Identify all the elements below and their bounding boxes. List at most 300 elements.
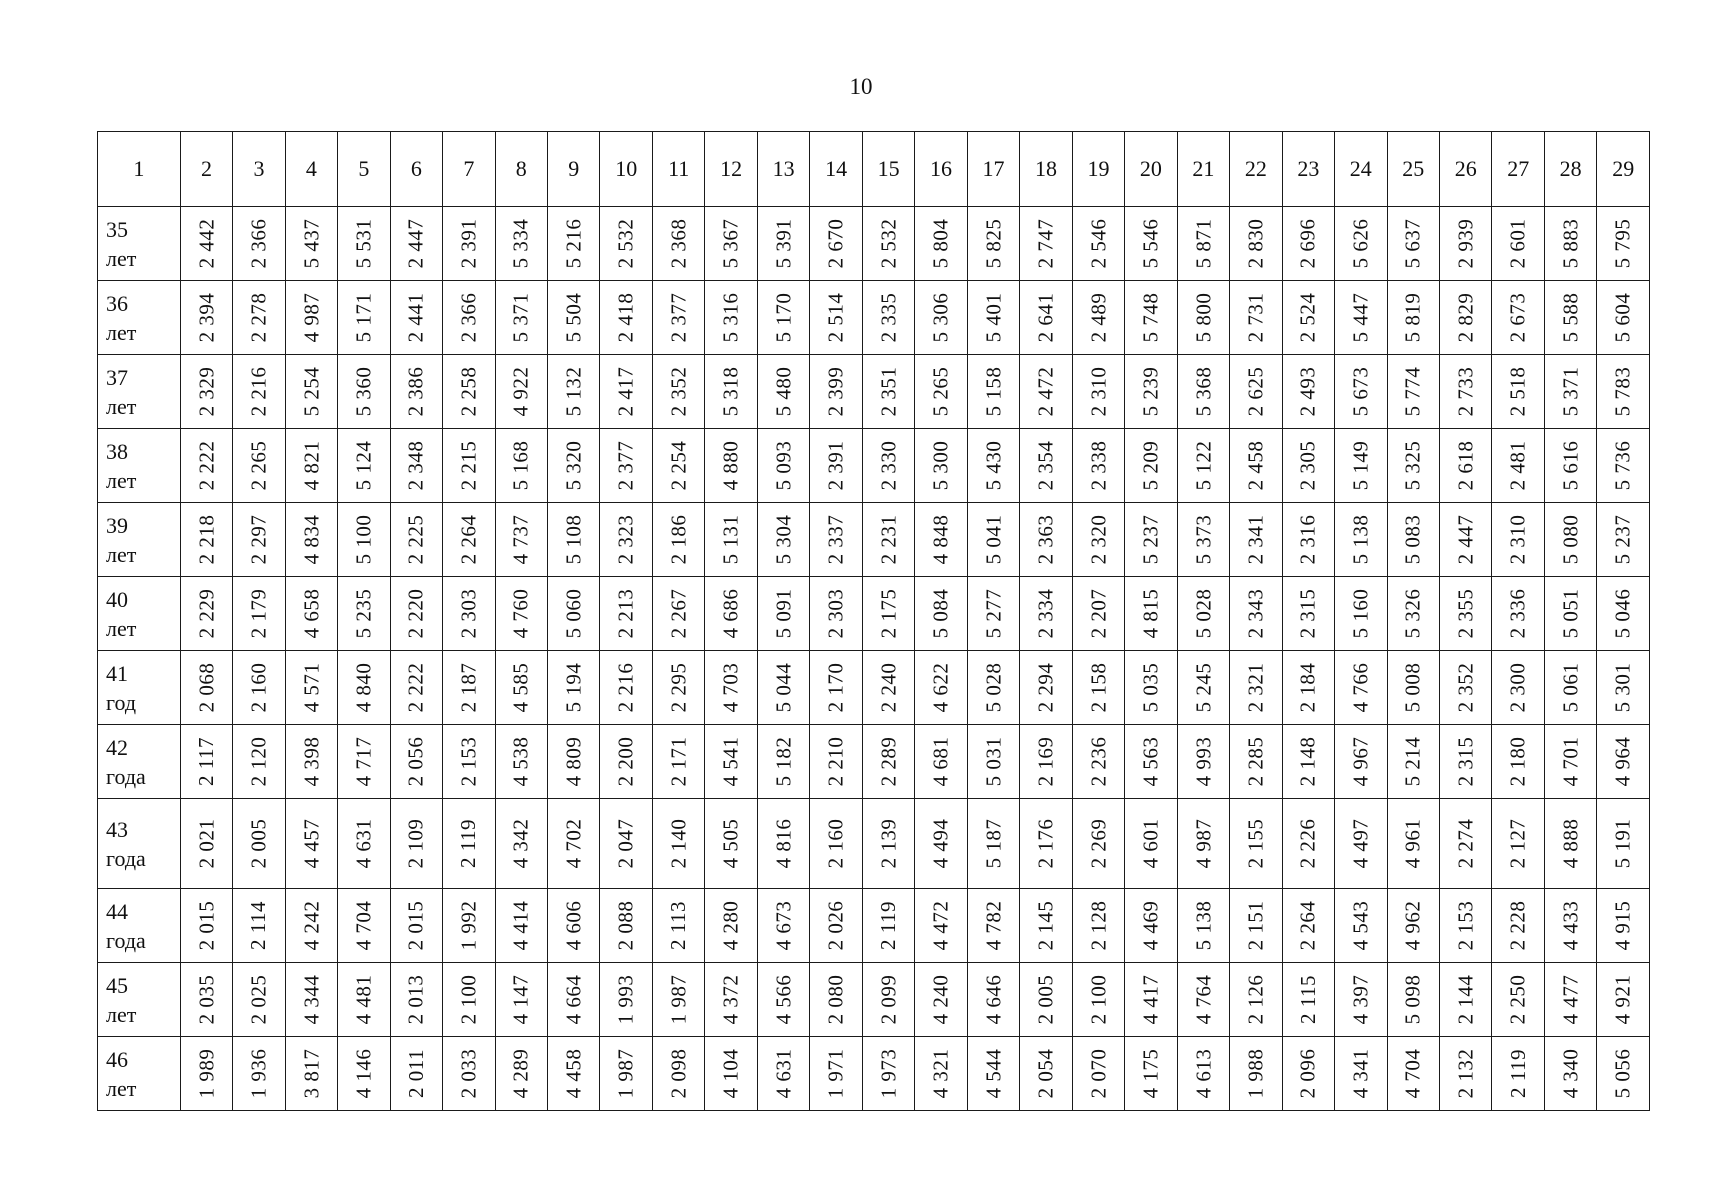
cell-value: 5 158 (981, 366, 1005, 417)
cell-value: 5 237 (1138, 514, 1163, 565)
table-cell (180, 963, 232, 1037)
cell-value: 5 401 (981, 292, 1005, 343)
cell-value: 2 524 (1295, 292, 1320, 343)
table-cell (548, 355, 600, 429)
cell-value: 2 151 (1243, 900, 1268, 951)
cell-value: 2 160 (823, 818, 848, 869)
table-cell (1072, 281, 1124, 355)
table-cell (1282, 207, 1334, 281)
table-cell (1439, 429, 1491, 503)
row-age: 44 (106, 898, 128, 924)
cell-value: 4 664 (561, 974, 586, 1025)
table-cell (495, 1037, 547, 1111)
column-header: 17 (967, 132, 1019, 207)
table-cell (443, 503, 495, 577)
table-cell (1544, 799, 1596, 889)
cell-value: 2 289 (876, 736, 901, 787)
column-header: 13 (757, 132, 809, 207)
table-cell (1282, 355, 1334, 429)
table-cell (600, 725, 652, 799)
cell-value: 2 025 (246, 974, 271, 1025)
table-row (98, 281, 1650, 355)
row-label (98, 1037, 181, 1111)
table-cell (1020, 1037, 1072, 1111)
table-cell (548, 207, 600, 281)
cell-value: 5 304 (771, 514, 796, 565)
cell-value: 5 391 (771, 218, 796, 269)
cell-value: 2 265 (246, 440, 271, 491)
table-cell (1597, 503, 1650, 577)
table-cell (495, 207, 547, 281)
cell-value: 4 631 (771, 1048, 796, 1099)
row-label (98, 281, 181, 355)
cell-value: 2 228 (1505, 900, 1530, 951)
table-cell (757, 281, 809, 355)
cell-value: 2 213 (613, 588, 638, 639)
cell-value: 2 278 (246, 292, 271, 343)
cell-value: 5 748 (1138, 292, 1163, 343)
table-cell (180, 207, 232, 281)
table-cell (1125, 207, 1177, 281)
table-cell (757, 207, 809, 281)
cell-value: 2 225 (403, 514, 428, 565)
table-cell (180, 281, 232, 355)
cell-value: 2 493 (1295, 366, 1320, 417)
cell-value: 5 080 (1558, 514, 1583, 565)
cell-value: 2 005 (246, 818, 271, 869)
cell-value: 2 148 (1295, 736, 1320, 787)
cell-value: 5 214 (1400, 736, 1425, 787)
cell-value: 5 182 (771, 736, 796, 787)
cell-value: 4 702 (561, 818, 586, 869)
row-age: 45 (106, 972, 128, 998)
cell-value: 1 936 (246, 1048, 271, 1099)
cell-value: 2 377 (666, 292, 691, 343)
table-cell (915, 207, 967, 281)
table-cell (1335, 355, 1387, 429)
table-cell (443, 207, 495, 281)
table-cell (1335, 1037, 1387, 1111)
table-cell (1597, 725, 1650, 799)
cell-value: 5 604 (1610, 292, 1635, 343)
cell-value: 5 546 (1138, 218, 1163, 269)
cell-value: 4 398 (298, 736, 323, 787)
cell-value: 2 119 (876, 901, 901, 950)
cell-value: 5 825 (981, 218, 1005, 269)
table-cell (1597, 799, 1650, 889)
cell-value: 4 964 (1610, 736, 1635, 787)
cell-value: 4 606 (561, 900, 586, 951)
table-cell (810, 963, 862, 1037)
cell-value: 5 132 (561, 366, 586, 417)
table-cell (390, 799, 442, 889)
table-cell (233, 207, 285, 281)
cell-value: 5 160 (1348, 588, 1373, 639)
cell-value: 5 588 (1558, 292, 1583, 343)
cell-value: 2 303 (456, 588, 481, 639)
table-cell (757, 889, 809, 963)
row-label (98, 725, 181, 799)
cell-value: 4 921 (1610, 974, 1635, 1025)
cell-value: 5 447 (1348, 292, 1373, 343)
table-cell (1387, 799, 1439, 889)
table-cell (1125, 963, 1177, 1037)
table-cell (1597, 207, 1650, 281)
cell-value: 2 386 (403, 366, 428, 417)
cell-value: 4 888 (1558, 818, 1583, 869)
table-cell (338, 281, 390, 355)
table-cell (1439, 725, 1491, 799)
cell-value: 2 011 (403, 1049, 428, 1098)
cell-value: 2 351 (876, 366, 901, 417)
table-cell (1125, 503, 1177, 577)
table-cell (757, 577, 809, 651)
table-cell (390, 1037, 442, 1111)
table-cell (915, 429, 967, 503)
table-cell (495, 429, 547, 503)
cell-value: 4 704 (1400, 1048, 1425, 1099)
cell-value: 2 731 (1243, 292, 1268, 343)
table-cell (1020, 889, 1072, 963)
table-cell (1072, 889, 1124, 963)
cell-value: 4 922 (508, 366, 533, 417)
cell-value: 2 355 (1453, 588, 1478, 639)
cell-value: 5 171 (351, 292, 376, 343)
cell-value: 5 191 (1610, 818, 1635, 869)
cell-value: 5 093 (771, 440, 796, 491)
cell-value: 2 258 (456, 366, 481, 417)
cell-value: 5 108 (561, 514, 586, 565)
table-cell (600, 355, 652, 429)
cell-value: 2 264 (1295, 900, 1320, 951)
cell-value: 1 989 (193, 1048, 218, 1099)
row-unit: год (106, 689, 137, 715)
cell-value: 1 971 (823, 1048, 848, 1099)
table-cell (1177, 799, 1229, 889)
table-cell (810, 281, 862, 355)
table-cell (1492, 207, 1544, 281)
table-cell (1544, 207, 1596, 281)
table-cell (233, 355, 285, 429)
cell-value: 4 104 (718, 1048, 743, 1099)
table-cell (1072, 355, 1124, 429)
row-unit: лет (106, 1075, 137, 1101)
cell-value: 4 821 (298, 440, 323, 491)
column-header: 8 (495, 132, 547, 207)
table-cell (600, 429, 652, 503)
cell-value: 5 736 (1610, 440, 1635, 491)
table-cell (1125, 1037, 1177, 1111)
table-cell (495, 355, 547, 429)
table-cell (1387, 503, 1439, 577)
table-cell (1177, 651, 1229, 725)
cell-value: 5 430 (981, 440, 1005, 491)
table-cell (338, 1037, 390, 1111)
row-age: 35 (106, 216, 128, 242)
cell-value: 2 264 (456, 514, 481, 565)
row-age: 41 (106, 660, 128, 686)
table-cell (1492, 725, 1544, 799)
table-cell (1177, 503, 1229, 577)
cell-value: 2 352 (1453, 662, 1478, 713)
table-cell (1282, 281, 1334, 355)
cell-value: 2 315 (1295, 588, 1320, 639)
cell-value: 4 342 (508, 818, 533, 869)
table-cell (810, 429, 862, 503)
table-cell (1282, 889, 1334, 963)
row-unit: года (106, 845, 146, 871)
table-cell (390, 355, 442, 429)
cell-value: 2 098 (666, 1048, 691, 1099)
table-cell (862, 963, 914, 1037)
table-cell (233, 577, 285, 651)
row-label (98, 577, 181, 651)
table-cell (390, 503, 442, 577)
cell-value: 2 323 (613, 514, 638, 565)
column-header: 24 (1335, 132, 1387, 207)
cell-value: 2 144 (1453, 974, 1478, 1025)
cell-value: 2 140 (666, 818, 691, 869)
cell-value: 5 235 (351, 588, 376, 639)
cell-value: 2 100 (1085, 974, 1110, 1025)
table-cell (548, 963, 600, 1037)
row-unit: лет (106, 1001, 137, 1027)
table-cell (285, 281, 337, 355)
table-cell (233, 725, 285, 799)
cell-value: 4 764 (1190, 974, 1215, 1025)
row-label (98, 355, 181, 429)
row-unit: лет (106, 467, 137, 493)
table-cell (1230, 355, 1282, 429)
cell-value: 2 153 (1453, 900, 1478, 951)
table-cell (967, 651, 1019, 725)
table-cell (1125, 577, 1177, 651)
table-cell (810, 799, 862, 889)
table-cell (390, 577, 442, 651)
table-cell (652, 963, 704, 1037)
cell-value: 2 119 (1505, 1049, 1530, 1098)
cell-value: 4 673 (771, 900, 796, 951)
table-cell (967, 1037, 1019, 1111)
table-cell (390, 207, 442, 281)
cell-value: 4 541 (718, 736, 743, 787)
table-cell (652, 281, 704, 355)
cell-value: 4 834 (298, 514, 323, 565)
table-cell (1387, 963, 1439, 1037)
table-cell (548, 651, 600, 725)
column-header: 7 (443, 132, 495, 207)
table-cell (915, 725, 967, 799)
cell-value: 2 641 (1033, 292, 1058, 343)
table-cell (652, 799, 704, 889)
table-cell (338, 355, 390, 429)
table-cell (810, 207, 862, 281)
table-cell (810, 725, 862, 799)
table-cell (1544, 651, 1596, 725)
row-label (98, 207, 181, 281)
row-age: 40 (106, 586, 128, 612)
table-cell (1387, 725, 1439, 799)
row-label (98, 503, 181, 577)
cell-value: 4 458 (561, 1048, 586, 1099)
cell-value: 2 200 (613, 736, 638, 787)
cell-value: 5 061 (1558, 662, 1583, 713)
table-cell (1544, 577, 1596, 651)
cell-value: 2 080 (823, 974, 848, 1025)
cell-value: 2 026 (823, 900, 848, 951)
table-cell (1439, 889, 1491, 963)
table-cell (285, 651, 337, 725)
table-cell (1597, 577, 1650, 651)
table-cell (338, 651, 390, 725)
cell-value: 2 216 (613, 662, 638, 713)
table-cell (862, 355, 914, 429)
cell-value: 2 472 (1033, 366, 1058, 417)
table-cell (1597, 651, 1650, 725)
table-cell (1282, 963, 1334, 1037)
table-cell (652, 503, 704, 577)
table-row (98, 889, 1650, 963)
cell-value: 2 099 (876, 974, 901, 1025)
table-cell (1335, 503, 1387, 577)
column-header: 6 (390, 132, 442, 207)
table-cell (705, 1037, 757, 1111)
table-cell (915, 889, 967, 963)
table-cell (338, 799, 390, 889)
cell-value: 2 447 (403, 218, 428, 269)
cell-value: 4 457 (298, 818, 323, 869)
cell-value: 2 229 (193, 588, 218, 639)
cell-value: 4 494 (928, 818, 953, 869)
cell-value: 4 658 (298, 588, 323, 639)
row-label (98, 651, 181, 725)
cell-value: 2 180 (1505, 736, 1530, 787)
table-cell (1072, 799, 1124, 889)
cell-value: 5 060 (561, 588, 586, 639)
cell-value: 2 170 (823, 662, 848, 713)
table-cell (1544, 429, 1596, 503)
cell-value: 2 368 (666, 218, 691, 269)
column-header: 15 (862, 132, 914, 207)
column-header: 3 (233, 132, 285, 207)
table-body (98, 207, 1650, 1111)
table-cell (600, 889, 652, 963)
table-cell (1230, 503, 1282, 577)
cell-value: 5 334 (508, 218, 533, 269)
cell-value: 4 622 (928, 662, 953, 713)
table-cell (1544, 355, 1596, 429)
table-cell (338, 503, 390, 577)
table-cell (1020, 281, 1072, 355)
table-cell (443, 577, 495, 651)
table-cell (233, 651, 285, 725)
cell-value: 2 222 (403, 662, 428, 713)
table-cell (233, 429, 285, 503)
table-cell (1230, 207, 1282, 281)
table-cell (757, 1037, 809, 1111)
cell-value: 4 544 (981, 1048, 1005, 1099)
cell-value: 2 625 (1243, 366, 1268, 417)
table-cell (1387, 1037, 1439, 1111)
row-unit: года (106, 763, 146, 789)
row-unit: лет (106, 319, 137, 345)
cell-value: 2 518 (1505, 366, 1530, 417)
table-cell (1177, 1037, 1229, 1111)
table-cell (338, 963, 390, 1037)
cell-value: 2 240 (876, 662, 901, 713)
column-header: 12 (705, 132, 757, 207)
cell-value: 5 046 (1610, 588, 1635, 639)
cell-value: 2 015 (403, 900, 428, 951)
table-cell (495, 725, 547, 799)
cell-value: 5 138 (1348, 514, 1373, 565)
table-cell (390, 889, 442, 963)
cell-value: 2 830 (1243, 218, 1268, 269)
cell-value: 2 300 (1505, 662, 1530, 713)
table-cell (862, 799, 914, 889)
table-cell (810, 651, 862, 725)
cell-value: 4 505 (718, 818, 743, 869)
cell-value: 2 114 (246, 901, 271, 950)
column-header: 22 (1230, 132, 1282, 207)
table-cell (233, 503, 285, 577)
cell-value: 2 336 (1505, 588, 1530, 639)
table-cell (180, 429, 232, 503)
cell-value: 4 417 (1138, 974, 1163, 1025)
cell-value: 4 962 (1400, 900, 1425, 951)
table-cell (600, 963, 652, 1037)
table-cell (443, 429, 495, 503)
table-cell (1282, 503, 1334, 577)
table-cell (967, 577, 1019, 651)
cell-value: 2 096 (1295, 1048, 1320, 1099)
cell-value: 2 218 (193, 514, 218, 565)
column-header: 18 (1020, 132, 1072, 207)
row-unit: лет (106, 245, 137, 271)
table-cell (180, 799, 232, 889)
cell-value: 4 737 (508, 514, 533, 565)
table-cell (390, 281, 442, 355)
cell-value: 2 348 (403, 440, 428, 491)
table-row (98, 207, 1650, 281)
table-cell (757, 963, 809, 1037)
table-cell (1230, 429, 1282, 503)
table-cell (233, 1037, 285, 1111)
table-cell (1439, 1037, 1491, 1111)
table-cell (600, 503, 652, 577)
column-header: 9 (548, 132, 600, 207)
cell-value: 5 871 (1190, 218, 1215, 269)
table-cell (1125, 889, 1177, 963)
table-row (98, 651, 1650, 725)
cell-value: 2 035 (193, 974, 218, 1025)
cell-value: 2 236 (1085, 736, 1110, 787)
cell-value: 5 098 (1400, 974, 1425, 1025)
cell-value: 5 301 (1610, 662, 1635, 713)
table-cell (338, 577, 390, 651)
table-cell (1230, 963, 1282, 1037)
cell-value: 4 240 (928, 974, 953, 1025)
table-cell (1439, 281, 1491, 355)
cell-value: 2 158 (1085, 662, 1110, 713)
row-age: 37 (106, 364, 128, 390)
table-cell (180, 577, 232, 651)
cell-value: 2 160 (246, 662, 271, 713)
column-header: 29 (1597, 132, 1650, 207)
table-cell (390, 725, 442, 799)
cell-value: 2 343 (1243, 588, 1268, 639)
table-cell (1492, 651, 1544, 725)
